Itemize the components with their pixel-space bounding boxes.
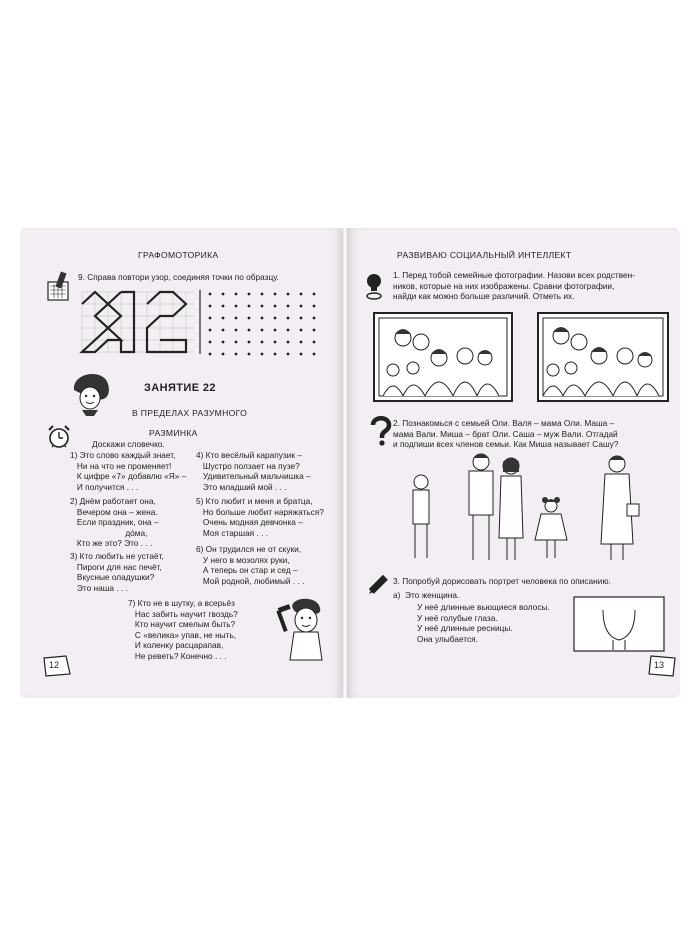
ruler-pencil-icon — [46, 272, 74, 302]
riddle-7: 7) Кто не в шутку, а всерьёз Нас забить научит гвоздь? Кто научит смелым быть? С «велика» упав, не ныть, И коленку расцарапав, Не реветь? Конечно . . . — [128, 598, 238, 661]
left-page — [20, 228, 343, 698]
question-mark-icon — [369, 416, 393, 446]
task-2-text: 2. Познакомься с семьей Оли. Валя – мама Оли. Маша – мама Вали. Миша – брат Оли. Саша – муж Вали. Отгадай и подпиши всех членов семьи. Как Миша называет Сашу? — [393, 418, 619, 450]
warmup-header: РАЗМИНКА — [149, 428, 198, 438]
riddle-4: 4) Кто весёлый карапузик – Шустро ползает на пузе? Удивительный мальчишка – Это младший мой . . . — [196, 450, 311, 492]
riddle-2: 2) Днём работает она, Вечером она – жена. Если праздник, она – дóма, Кто же это? Это . . . — [70, 496, 159, 549]
girl-face-icon — [68, 368, 112, 418]
portrait-drawing-frame[interactable] — [573, 596, 665, 652]
riddle-1: 1) Это слово каждый знает, Ни на что не променяет! К цифре «7» добавлю «Я» – И получится . . . — [70, 450, 187, 492]
right-page — [347, 228, 680, 698]
alarm-clock-icon — [46, 424, 72, 450]
lightbulb-icon — [365, 272, 383, 300]
page-number: 12 — [49, 660, 60, 670]
task-3-text: 3. Попробуй дорисовать портрет человека по описанию. — [393, 576, 611, 586]
dot-grid-pattern — [80, 288, 330, 356]
family-photo-1 — [373, 312, 513, 402]
riddle-3: 3) Кто любить не устаёт, Пироги для нас печёт, Вкусные оладушки? Это наша . . . — [70, 551, 164, 593]
family-photo-2 — [537, 312, 669, 402]
task-3a-description: У неё длинные вьющиеся волосы. У неё голубые глаза. У неё длинные ресницы. Она улыбается. — [417, 602, 550, 644]
pencil-icon — [367, 574, 389, 596]
task-1-text: 1. Перед тобой семейные фотографии. Назови всех родствен- ников, которые на них изображены. Сравни фотографии, найди как можно больше различий. Отметь их. — [393, 270, 635, 302]
family-members-illustration — [403, 454, 643, 564]
task-3a-label: а) Это женщина. — [393, 590, 460, 600]
lesson-subtitle: В ПРЕДЕЛАХ РАЗУМНОГО — [132, 408, 248, 418]
warmup-intro: Доскажи словечко. — [92, 439, 165, 449]
riddle-5: 5) Кто любит и меня и братца, Но больше любит наряжаться? Очень модная девчонка – Моя старшая . . . — [196, 496, 324, 538]
task-9-text: 9. Справа повтори узор, соединяя точки по образцу. — [78, 272, 279, 282]
open-workbook — [20, 228, 680, 698]
section-header: ГРАФОМОТОРИКА — [138, 250, 219, 260]
lesson-title: ЗАНЯТИЕ 22 — [144, 382, 216, 394]
page-number: 13 — [654, 660, 665, 670]
boy-hammer-icon — [278, 596, 328, 662]
riddle-6: 6) Он трудился не от скуки, У него в мозолях руки, А теперь он стар и сед – Мой родной, любимый . . . — [196, 544, 305, 586]
section-header: РАЗВИВАЮ СОЦИАЛЬНЫЙ ИНТЕЛЛЕКТ — [397, 250, 572, 260]
